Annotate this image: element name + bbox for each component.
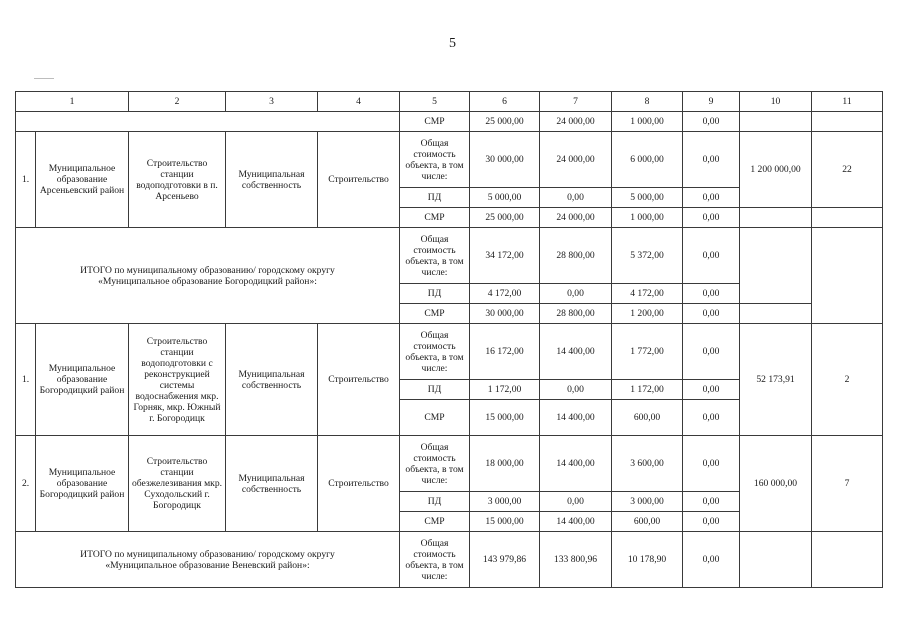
cell-c7: 24 000,00	[540, 208, 612, 228]
cell-c6: 30 000,00	[470, 132, 540, 188]
cell-c5: ПД	[400, 284, 470, 304]
cell-c7: 0,00	[540, 188, 612, 208]
header-col-3: 3	[226, 92, 318, 112]
cell-c6: 3 000,00	[470, 492, 540, 512]
municipality-cell: Муниципальное образование Богородицкий район	[36, 436, 129, 532]
cell-c6: 15 000,00	[470, 512, 540, 532]
work-type-cell: Строительство	[318, 324, 400, 436]
header-col-7: 7	[540, 92, 612, 112]
cell-c9: 0,00	[683, 132, 740, 188]
cell-c6: 25 000,00	[470, 112, 540, 132]
cell-c6: 18 000,00	[470, 436, 540, 492]
object-cell: Строительство станции водоподготовки в п. Арсеньево	[129, 132, 226, 228]
cell-c5: Общая стоимость объекта, в том числе:	[400, 132, 470, 188]
cell-c7: 24 000,00	[540, 112, 612, 132]
cell-c9: 0,00	[683, 304, 740, 324]
cell-c11	[812, 112, 883, 132]
header-col-8: 8	[612, 92, 683, 112]
cell-c9: 0,00	[683, 492, 740, 512]
cell-c7: 28 800,00	[540, 228, 612, 284]
cell-c7: 24 000,00	[540, 132, 612, 188]
cell-c8: 600,00	[612, 400, 683, 436]
cell-c5: ПД	[400, 380, 470, 400]
cell-c9: 0,00	[683, 228, 740, 284]
cell-c10: 160 000,00	[740, 436, 812, 532]
cell-c10: 1 200 000,00	[740, 132, 812, 208]
cell-c11	[812, 532, 883, 588]
cell-c8: 5 372,00	[612, 228, 683, 284]
cell-c8: 3 000,00	[612, 492, 683, 512]
table-row	[16, 436, 883, 492]
cell-c7: 0,00	[540, 492, 612, 512]
object-cell: Строительство станции водоподготовки с реконструкцией системы водоснабжения мкр. Горняк, мкр. Южный г. Богородицк	[129, 324, 226, 436]
cell-c9: 0,00	[683, 324, 740, 380]
row-number: 2.	[16, 436, 36, 532]
cell-c9: 0,00	[683, 188, 740, 208]
cell-c9: 0,00	[683, 112, 740, 132]
cell-c6: 143 979,86	[470, 532, 540, 588]
cell-c8: 3 600,00	[612, 436, 683, 492]
cell-c9: 0,00	[683, 380, 740, 400]
cell-c9: 0,00	[683, 512, 740, 532]
cell-c8: 5 000,00	[612, 188, 683, 208]
cell-c6: 30 000,00	[470, 304, 540, 324]
itogo-label-line1: ИТОГО по муниципальному образованию/ городскому округу	[80, 548, 335, 560]
cell-c8: 1 000,00	[612, 208, 683, 228]
cell-c9: 0,00	[683, 400, 740, 436]
cell-c5: СМР	[400, 112, 470, 132]
table-row	[16, 324, 883, 380]
cell-c5: СМР	[400, 304, 470, 324]
table-row	[16, 132, 883, 188]
cell-c5: СМР	[400, 400, 470, 436]
work-type-cell: Строительство	[318, 132, 400, 228]
row-number: 1.	[16, 132, 36, 228]
cell-c5: СМР	[400, 208, 470, 228]
header-col-11: 11	[812, 92, 883, 112]
investment-table	[15, 91, 883, 588]
municipality-cell: Муниципальное образование Богородицкий район	[36, 324, 129, 436]
object-cell: Строительство станции обезжелезивания мкр. Суходольский г. Богородицк	[129, 436, 226, 532]
cell-c7: 28 800,00	[540, 304, 612, 324]
ownership-cell: Муниципальная собственность	[226, 324, 318, 436]
cell-c8: 10 178,90	[612, 532, 683, 588]
cell-c8: 1 172,00	[612, 380, 683, 400]
cell-c10	[740, 228, 812, 304]
cell-c7: 14 400,00	[540, 512, 612, 532]
header-col-1: 1	[16, 92, 129, 112]
cell-c5: СМР	[400, 512, 470, 532]
cell-c6: 25 000,00	[470, 208, 540, 228]
table-row	[16, 228, 883, 284]
header-col-2: 2	[129, 92, 226, 112]
cell-c11: 7	[812, 436, 883, 532]
cell-c11: 22	[812, 132, 883, 208]
cell-empty	[16, 112, 400, 132]
itogo-label	[16, 228, 400, 324]
cell-c11	[812, 228, 883, 324]
cell-c7: 0,00	[540, 284, 612, 304]
cell-c10	[740, 208, 812, 228]
work-type-cell: Строительство	[318, 436, 400, 532]
cell-c8: 6 000,00	[612, 132, 683, 188]
cell-c8: 600,00	[612, 512, 683, 532]
cell-c9: 0,00	[683, 208, 740, 228]
header-col-5: 5	[400, 92, 470, 112]
cell-c11	[812, 208, 883, 228]
cell-c10	[740, 112, 812, 132]
cell-c11: 2	[812, 324, 883, 436]
cell-c5: Общая стоимость объекта, в том числе:	[400, 228, 470, 284]
cell-c9: 0,00	[683, 532, 740, 588]
header-col-4: 4	[318, 92, 400, 112]
cell-c10	[740, 532, 812, 588]
header-col-9: 9	[683, 92, 740, 112]
cell-c7: 133 800,96	[540, 532, 612, 588]
ownership-cell: Муниципальная собственность	[226, 436, 318, 532]
header-row	[16, 92, 883, 112]
cell-c6: 4 172,00	[470, 284, 540, 304]
header-col-10: 10	[740, 92, 812, 112]
itogo-label-line1: ИТОГО по муниципальному образованию/ городскому округу	[80, 264, 335, 276]
cell-c8: 1 200,00	[612, 304, 683, 324]
itogo-label	[16, 532, 400, 588]
scan-mark	[34, 78, 54, 79]
municipality-cell: Муниципальное образование Арсеньевский район	[36, 132, 129, 228]
cell-c7: 14 400,00	[540, 324, 612, 380]
cell-c10: 52 173,91	[740, 324, 812, 436]
header-col-6: 6	[470, 92, 540, 112]
cell-c8: 1 000,00	[612, 112, 683, 132]
cell-c7: 14 400,00	[540, 436, 612, 492]
cell-c6: 34 172,00	[470, 228, 540, 284]
cell-c5: Общая стоимость объекта, в том числе:	[400, 436, 470, 492]
cell-c5: ПД	[400, 188, 470, 208]
page-number: 5	[449, 36, 456, 51]
cell-c7: 14 400,00	[540, 400, 612, 436]
cell-c5: Общая стоимость объекта, в том числе:	[400, 532, 470, 588]
itogo-label-line2: «Муниципальное образование Богородицкий район»:	[98, 275, 317, 287]
ownership-cell: Муниципальная собственность	[226, 132, 318, 228]
cell-c9: 0,00	[683, 436, 740, 492]
cell-c10	[740, 304, 812, 324]
table-row	[16, 532, 883, 588]
itogo-label-line2: «Муниципальное образование Веневский район»:	[105, 559, 310, 571]
cell-c6: 1 172,00	[470, 380, 540, 400]
cell-c7: 0,00	[540, 380, 612, 400]
cell-c8: 4 172,00	[612, 284, 683, 304]
cell-c6: 15 000,00	[470, 400, 540, 436]
cell-c5: ПД	[400, 492, 470, 512]
cell-c5: Общая стоимость объекта, в том числе:	[400, 324, 470, 380]
cell-c9: 0,00	[683, 284, 740, 304]
table-row	[16, 112, 883, 132]
row-number: 1.	[16, 324, 36, 436]
cell-c6: 16 172,00	[470, 324, 540, 380]
cell-c8: 1 772,00	[612, 324, 683, 380]
cell-c6: 5 000,00	[470, 188, 540, 208]
